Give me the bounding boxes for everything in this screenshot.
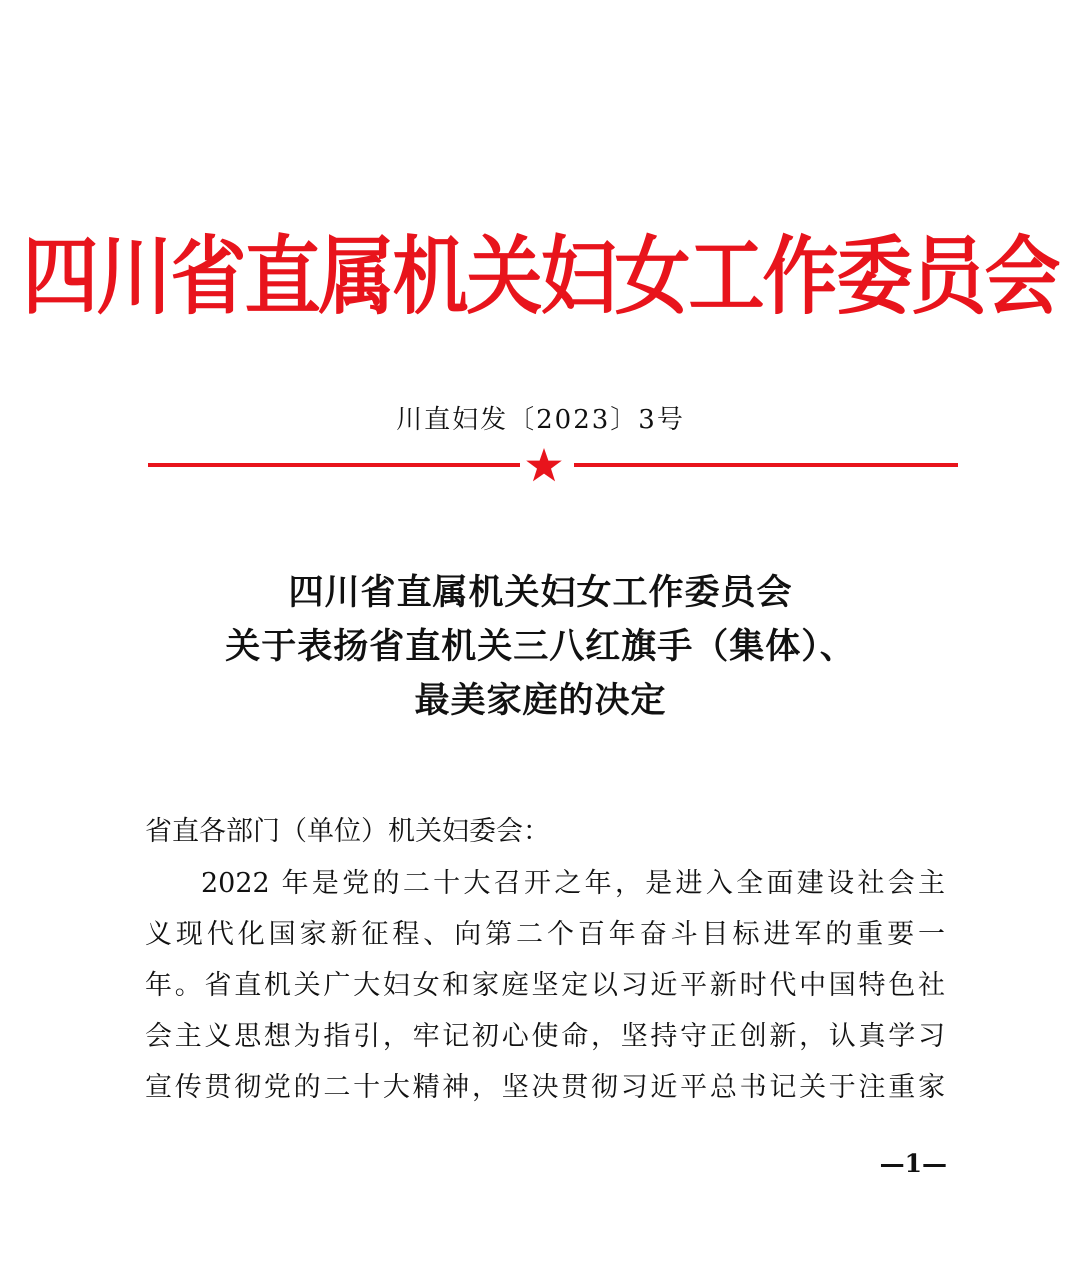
body-line: 义现代化国家新征程、向第二个百年奋斗目标进军的重要一 bbox=[145, 919, 945, 950]
body-line: 会主义思想为指引，牢记初心使命，坚持守正创新，认真学习 bbox=[145, 1021, 945, 1052]
body-text bbox=[145, 858, 945, 1113]
title-line-1: 四川省直属机关妇女工作委员会 bbox=[288, 573, 793, 613]
title-line-2: 关于表扬省直机关三八红旗手（集体）、 bbox=[225, 627, 856, 667]
salutation: 省直各部门（单位）机关妇委会： bbox=[145, 816, 550, 847]
masthead-title: 四川省直属机关妇女工作委员会 bbox=[22, 226, 1059, 327]
star-icon bbox=[525, 447, 563, 485]
body-line: 年。省直机关广大妇女和家庭坚定以习近平新时代中国特色社 bbox=[145, 970, 945, 1001]
body-line: 宣传贯彻党的二十大精神，坚决贯彻习近平总书记关于注重家 bbox=[145, 1072, 945, 1103]
body-line: 2022 年是党的二十大召开之年，是进入全面建设社会主 bbox=[201, 868, 945, 899]
document-title bbox=[0, 566, 1081, 728]
red-rule-left bbox=[148, 463, 520, 467]
red-rule-right bbox=[574, 463, 958, 467]
title-line-3: 最美家庭的决定 bbox=[414, 681, 667, 721]
document-number: 川直妇发〔2023〕3号 bbox=[396, 405, 685, 435]
page-number: —1— bbox=[879, 1149, 947, 1178]
